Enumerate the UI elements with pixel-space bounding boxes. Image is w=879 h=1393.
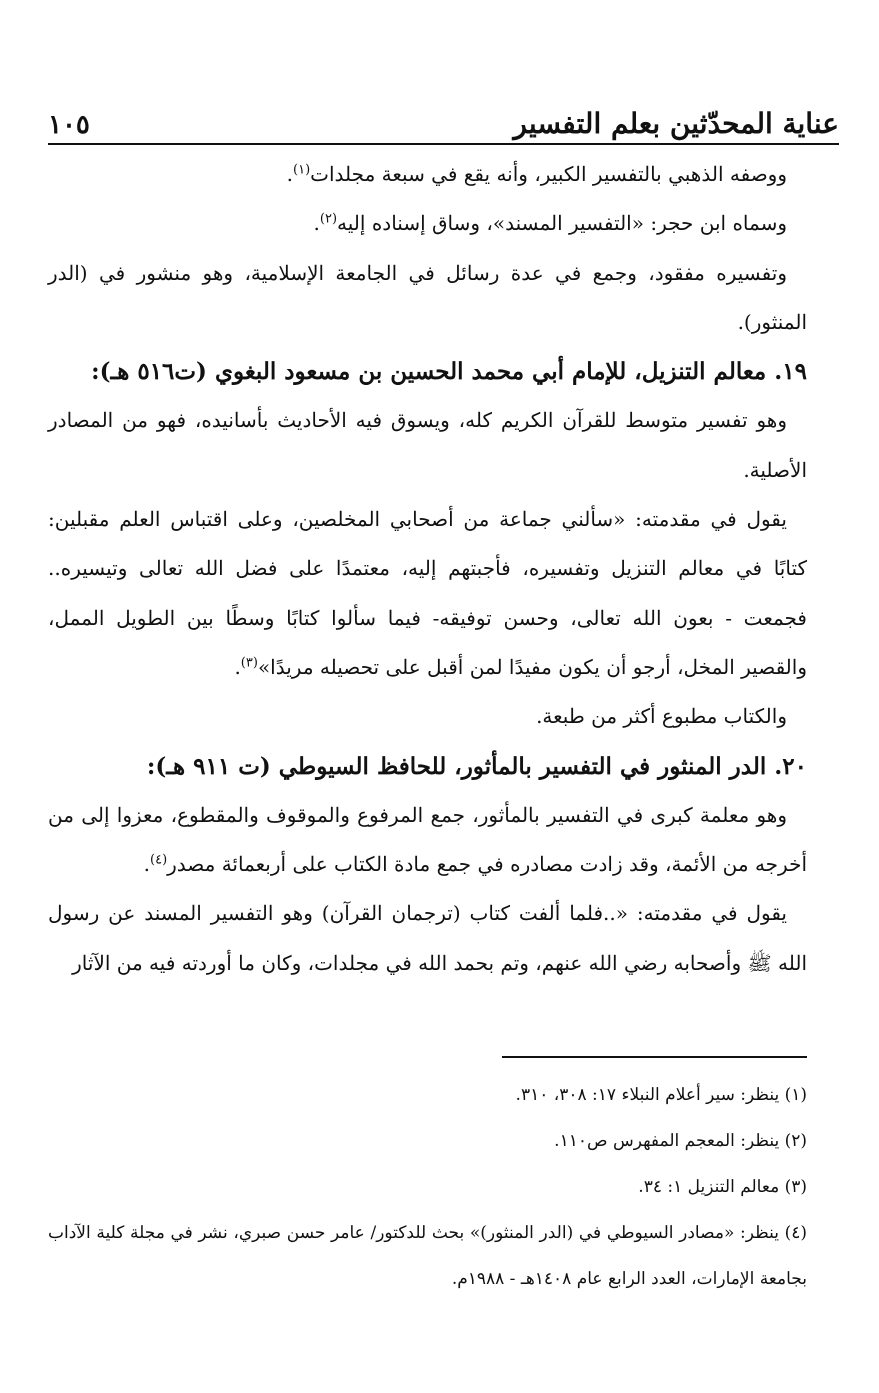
paragraph: وسماه ابن حجر: «التفسير المسند»، وساق إسناده إليه$^{(٢)}$. bbox=[313, 211, 787, 236]
footnote: (١) ينظر: سير أعلام النبلاء ١٧: ٣٠٨، ٣١٠. bbox=[515, 1085, 807, 1105]
footnote: (٣) معالم التنزيل ١: ٣٤. bbox=[638, 1177, 807, 1197]
footnote-ref: (٤) bbox=[150, 852, 168, 868]
footnote-ref: (١) bbox=[293, 162, 311, 178]
paragraph: وتفسيره مفقود، وجمع في عدة رسائل في الجامعة الإسلامية، وهو منشور في (الدر المنثور). bbox=[48, 260, 807, 334]
paragraph: وهو تفسير متوسط للقرآن الكريم كله، ويسوق فيه الأحاديث بأسانيده، فهو من المصادر الأصلية. bbox=[48, 408, 807, 482]
running-title: عناية المحدّثين بعلم التفسير bbox=[513, 107, 839, 140]
paragraph: والكتاب مطبوع أكثر من طبعة. bbox=[536, 704, 787, 729]
paragraph: ووصفه الذهبي بالتفسير الكبير، وأنه يقع في سبعة مجلدات$^{(١)}$. bbox=[286, 162, 787, 186]
footnote-separator bbox=[502, 1056, 807, 1058]
section-heading: ٢٠. الدر المنثور في التفسير بالمأثور، للحافظ السيوطي (ت ٩١١ هـ): bbox=[146, 752, 807, 780]
footnotes bbox=[48, 1072, 807, 1302]
footnote-ref: (٢) bbox=[319, 211, 338, 227]
footnote: (٢) ينظر: المعجم المفهرس ص١١٠. bbox=[554, 1131, 807, 1151]
paragraph: يقول في مقدمته: «سألني جماعة من أصحابي المخلصين، وعلى اقتباس العلم مقبلين: كتابًا في معالم التنزيل وتفسيره، فأجبتهم إليه، معتمدًا على فضل الله تعالى وتيسيره.. فجمعت - بعون الله تعالى، وحسن توفيقه- فيما سألوا كتابًا وسطًا بين الطويل الممل، والقصير المخل، أرجو أن يكون مفيدًا لمن أقبل على تحصيله مريدًا»$^{(٣)}$. bbox=[48, 507, 807, 679]
running-header bbox=[48, 92, 839, 145]
main-text bbox=[48, 150, 807, 988]
section-heading: ١٩. معالم التنزيل، للإمام أبي محمد الحسين بن مسعود البغوي (ت٥١٦ هـ): bbox=[91, 358, 807, 386]
footnote-ref: (٣) bbox=[240, 655, 258, 671]
footnote: (٤) ينظر: «مصادر السيوطي في (الدر المنثور)» بحث للدكتور/ عامر حسن صبري، نشر في مجلة كلية الآداب بجامعة الإمارات، العدد الرابع عام ١٤٠٨هـ - ١٩٨٨م. bbox=[48, 1223, 807, 1289]
page-number: ١٠٥ bbox=[48, 110, 90, 140]
paragraph: وهو معلمة كبرى في التفسير بالمأثور، جمع المرفوع والموقوف والمقطوع، معزوا إلى من أخرجه من الأئمة، وقد زادت مصادره في جمع مادة الكتاب على أربعمائة مصدر$^{(٤)}$. bbox=[48, 802, 807, 877]
paragraph: يقول في مقدمته: «..فلما ألفت كتاب (ترجمان القرآن) وهو التفسير المسند عن رسول الله ﷺ وأصحابه رضي الله عنهم، وتم بحمد الله في مجلدات، وكان ما أوردته فيه من الآثار bbox=[48, 901, 807, 975]
